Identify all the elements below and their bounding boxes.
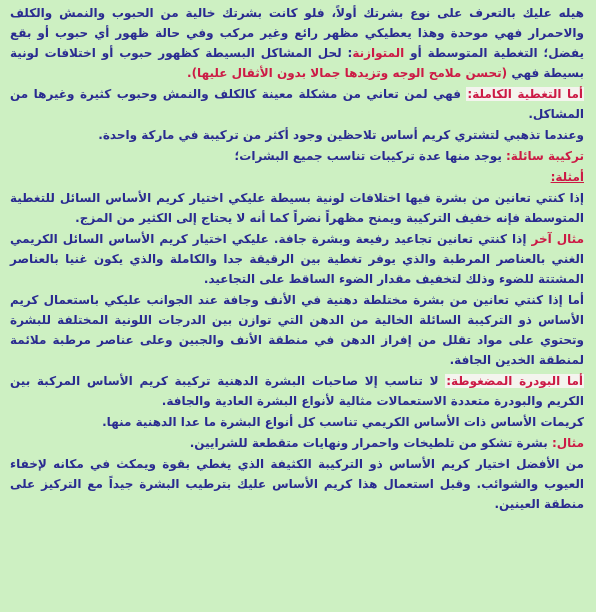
text-run: بشرة تشكو من تلطيخات واحمرار ونهايات متقطعة للشرايين. [189, 436, 552, 450]
text-run: أما إذا كنتي تعانين من بشرة مختلطة دهنية في الأنف وجافة عند الجوانب عليكي باستعمال كريم الأساس ذو التركيبة السائلة الخالية من الدهن التي توازن بين الدرجات اللونية المختلفة للبشرة وتحتوي على مواد تقلل من إفراز الدهن في منطقة الأنف والجبين وعلى عناصر مرطبة ملائمة لمنطقة الخدين الجافة. [10, 293, 584, 367]
paragraph [10, 454, 584, 514]
highlighted-text-run: تركيبة سائلة: [506, 149, 584, 163]
text-run: فهي لمن تعاني من مشكلة معينة كالكلف والنمش وحبوب كثيرة وغيرها من المشاكل. [10, 87, 584, 121]
paragraph [10, 229, 584, 289]
text-run: إذا كنتي تعانين من بشرة فيها اختلافات لونية بسيطة عليكي اختيار كريم الأساس السائل للتغطية المتوسطة فإنه خفيف التركيبة ويمنح مظهراً نضراً كما أنه لا يحتاج إلى الكثير من المزج. [10, 191, 584, 225]
text-run: وعندما تذهبي لتشتري كريم أساس تلاحظين وجود أكثر من تركيبة في ماركة واحدة. [98, 128, 584, 142]
paragraph [10, 412, 584, 432]
paragraph [10, 290, 584, 370]
text-run: إذا كنتي تعانين تجاعيد رفيعة وبشرة جافة. عليكي اختيار كريم الأساس السائل الكريمي الغني بالعناصر المرطبة والذي يوفر تغطية بين الرقيقة جدا والكاملة والذي يكون غنيا بالعناصر المشتتة للضوء وذلك لتخفيف مقدار الضوء الساقط على التجاعيد. [10, 232, 584, 286]
text-run: لا تناسب إلا صاحبات البشرة الدهنية تركيبة كريم الأساس المركبة بين الكريم والبودرة متعددة الاستعمالات مثالية لأنواع البشرة العادية والجافة. [10, 374, 584, 408]
highlighted-text-run: المتوازنة [352, 46, 405, 60]
highlighted-text-run: أما البودرة المضغوطة: [446, 374, 584, 388]
paragraph [10, 167, 584, 187]
paragraph [10, 188, 584, 228]
paragraph [10, 125, 584, 145]
paragraph [10, 433, 584, 453]
highlighted-text-run: (تحسن ملامح الوجه وتزيدها جمالا بدون الأثقال عليها). [187, 66, 508, 80]
text-run: يوجد منها عدة تركيبات تناسب جميع البشرات؛ [234, 149, 506, 163]
paragraph [10, 146, 584, 166]
highlighted-text-run: مثال: [551, 436, 584, 450]
highlighted-text-run: أمثلة: [550, 170, 584, 184]
text-run: : لحل المشاكل البسيطة كظهور حبوب أو اختلافات لونية بسيطة فهي [10, 46, 584, 80]
text-run: هيله عليك بالتعرف على نوع بشرتك أولاً، فلو كانت بشرتك خالية من الحبوب والنمش والكلف والاحمرار فهي موحدة وهذا يعطيكي مظهر رائع وغير مركب وفي حالة ظهور أي حبوب أو بقع يفضل؛ التغطية المتوسطة أو [10, 6, 584, 60]
paragraph [10, 84, 584, 124]
paragraph [10, 3, 584, 83]
highlighted-text-run: مثال آخر [531, 232, 584, 246]
text-run: كريمات الأساس ذات الأساس الكريمي تناسب كل أنواع البشرة ما عدا الدهنية منها. [102, 415, 584, 429]
highlighted-text-run: أما التغطية الكاملة: [467, 87, 583, 101]
text-run: من الأفضل اختيار كريم الأساس ذو التركيبة الكثيفة الذي يغطي بقوة ويمكث في مكانه لإخفاء العيوب والشوائب. وقبل استعمال هذا كريم الأساس عليك بترطيب البشرة جيداً مع التركيز على منطقة العينين. [10, 457, 584, 511]
paragraph [10, 371, 584, 411]
